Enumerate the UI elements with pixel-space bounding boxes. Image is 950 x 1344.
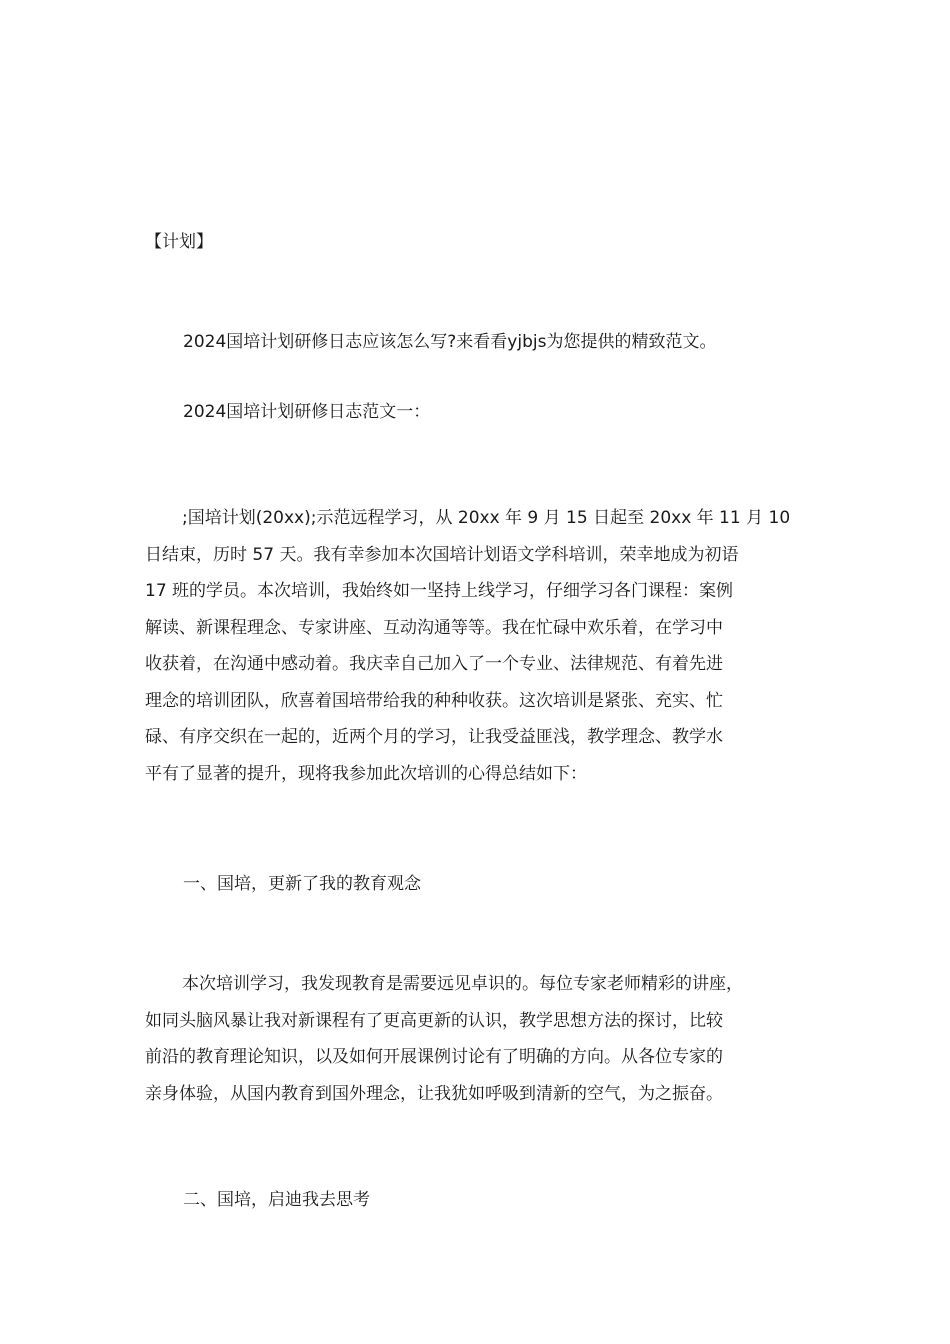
paragraph-section-1 [145,966,810,1112]
paragraph-line: 收获着，在沟通中感动着。我庆幸自己加入了一个专业、法律规范、有着先进 [145,654,723,674]
paragraph-line: 理念的培训团队，欣喜着国培带给我的种种收获。这次培训是紧张、充实、忙 [145,690,723,711]
paragraph-line: 平有了显著的提升，现将我参加此次培训的心得总结如下： [145,763,587,784]
intro-sentence: 2024国培计划研修日志应该怎么写?来看看yjbjs为您提供的精致范文。 [183,332,717,352]
sample-title: 2024国培计划研修日志范文一： [183,402,431,422]
paragraph-line: 亲身体验，从国内教育到国外理念，让我犹如呼吸到清新的空气，为之振奋。 [145,1083,723,1104]
paragraph-line: 碌、有序交织在一起的，近两个月的学习，让我受益匪浅，教学理念、教学水 [145,727,723,747]
paragraph-opening [145,500,810,792]
paragraph-line: 如同头脑风暴让我对新课程有了更高更新的认识，教学思想方法的探讨，比较 [145,1010,723,1031]
paragraph-line: 17 班的学员。本次培训，我始终如一坚持上线学习，仔细学习各门课程：案例 [145,581,734,601]
paragraph-line: 本次培训学习，我发现教育是需要远见卓识的。每位专家老师精彩的讲座， [182,974,743,994]
paragraph-line: 前沿的教育理论知识，以及如何开展课例讨论有了明确的方向。从各位专家的 [145,1047,723,1067]
section-heading-1: 一、国培，更新了我的教育观念 [183,874,421,894]
paragraph-line: 解读、新课程理念、专家讲座、互动沟通等等。我在忙碌中欢乐着，在学习中 [145,617,723,638]
paragraph-line: ;国培计划(20xx);示范远程学习，从 20xx 年 9 月 15 日起至 20xx 年 11 月 10 [182,508,791,528]
paragraph-line: 日结束，历时 57 天。我有幸参加本次国培计划语文学科培训，荣幸地成为初语 [145,544,739,565]
section-heading-2: 二、国培，启迪我去思考 [183,1190,370,1210]
category-label: 【计划】 [145,232,213,252]
